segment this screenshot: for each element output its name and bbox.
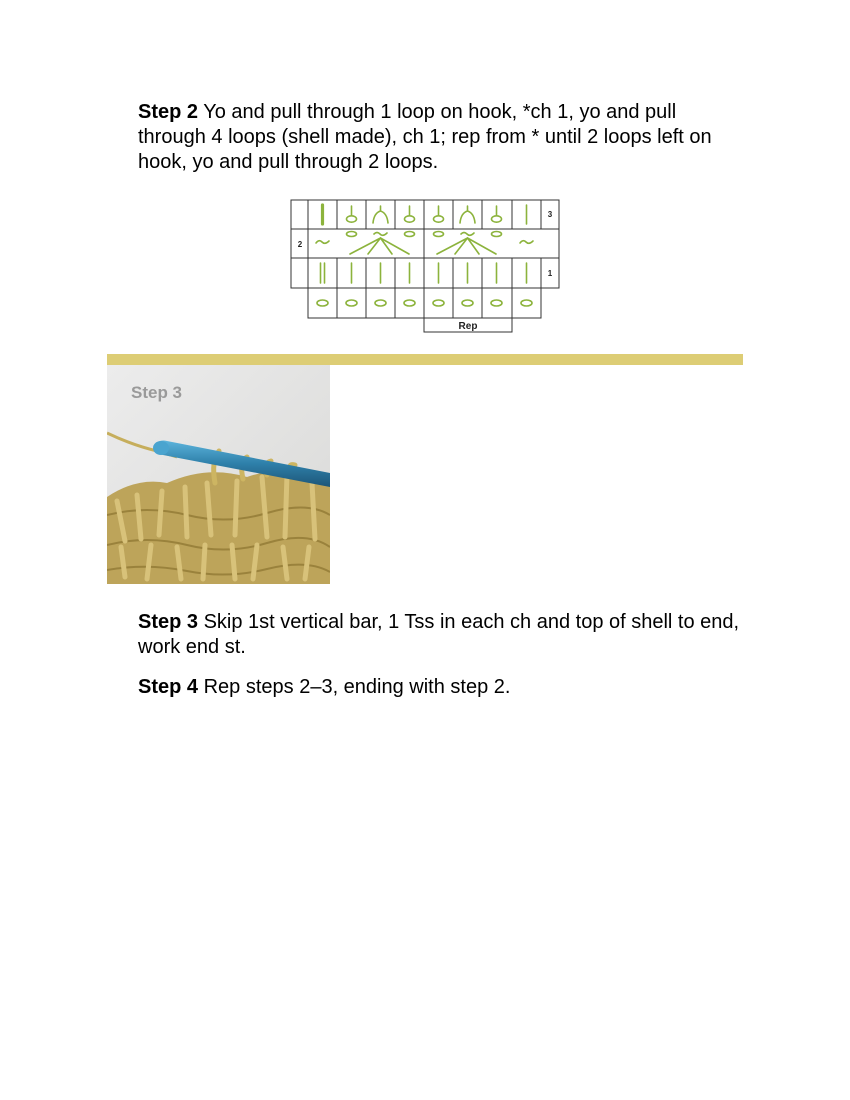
step-4-paragraph (138, 675, 748, 700)
photo-caption: Step 3 (131, 383, 183, 402)
step-3-text: Skip 1st vertical bar, 1 Tss in each ch and top of shell to end, work end st. (138, 611, 740, 658)
row-number-2: 2 (297, 240, 303, 249)
row-number-3: 3 (547, 210, 553, 219)
step-2-paragraph (138, 100, 748, 175)
step-2-label: Step 2 (138, 101, 199, 123)
row-number-1: 1 (547, 269, 553, 278)
section-divider (107, 354, 743, 365)
step-2-text: Yo and pull through 1 loop on hook, *ch 1, yo and pull through 4 loops (shell made), ch 1; rep from * until 2 loops left on hook, yo and pull through 2 loops. (138, 101, 712, 173)
stitch-chart (288, 196, 563, 336)
step-4-text: Rep steps 2–3, ending with step 2. (198, 676, 511, 698)
step-3-label: Step 3 (138, 611, 199, 633)
repeat-label: Rep (458, 321, 478, 332)
step-3-photo (107, 365, 330, 584)
crochet-photo-illustration (107, 365, 330, 584)
step-4-label: Step 4 (138, 676, 199, 698)
step-3-paragraph (138, 610, 748, 660)
